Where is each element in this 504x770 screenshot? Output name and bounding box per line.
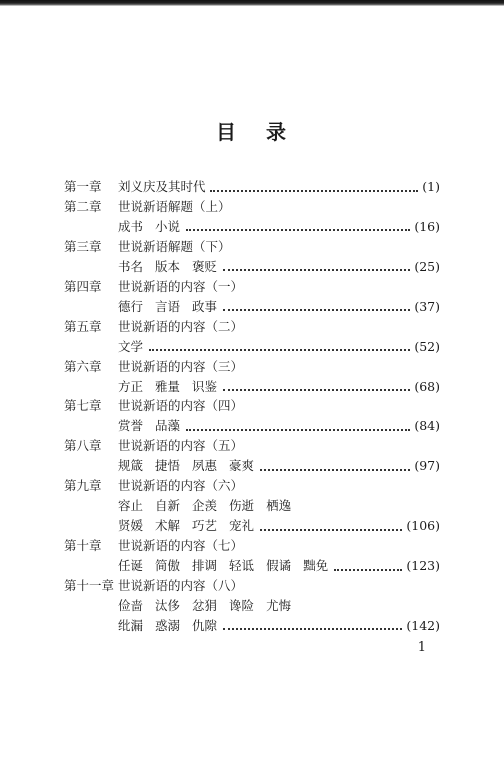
- page-reference: (1): [422, 179, 440, 194]
- section-entry: 小说: [155, 218, 181, 234]
- section-line: [118, 378, 440, 396]
- section-entry: 任诞: [118, 558, 144, 574]
- page-title: [0, 116, 504, 145]
- chapter-title: 世说新语的内容（一）: [118, 278, 244, 294]
- section-entry: 褒贬: [192, 258, 218, 274]
- dot-leader: [210, 189, 419, 192]
- chapter-number: 第七章: [64, 398, 102, 414]
- chapter-number: 第八章: [64, 438, 102, 454]
- section-entry: 豪爽: [229, 458, 255, 474]
- section-entry: 规箴: [118, 458, 144, 474]
- section-entry: 排调: [192, 558, 218, 574]
- section-entry: 栖逸: [266, 498, 292, 514]
- toc-chapter-row[interactable]: [0, 198, 504, 216]
- page-reference: (68): [414, 378, 440, 394]
- section-entry: 品藻: [155, 418, 181, 434]
- dot-leader: [149, 348, 410, 351]
- dot-leader: [334, 568, 402, 571]
- section-line: [118, 497, 440, 515]
- section-line: [118, 617, 440, 635]
- section-entries: [118, 497, 293, 515]
- chapter-title: 世说新语解题（上）: [118, 198, 231, 214]
- section-line: [118, 557, 440, 575]
- section-entries: [118, 617, 219, 635]
- toc-section-row[interactable]: [0, 417, 504, 435]
- section-entry: 政事: [192, 298, 218, 314]
- page-reference: (97): [414, 458, 440, 474]
- toc-section-row[interactable]: [0, 557, 504, 575]
- chapter-title-line: [118, 178, 440, 196]
- dot-leader: [186, 228, 410, 231]
- toc-chapter-row[interactable]: [0, 318, 504, 336]
- toc-chapter-row[interactable]: [0, 577, 504, 595]
- chapter-title: 世说新语解题（下）: [118, 238, 231, 254]
- toc-section-row[interactable]: [0, 258, 504, 276]
- toc-chapter-row[interactable]: [0, 437, 504, 455]
- page-reference: (52): [414, 338, 440, 354]
- section-entries: [118, 298, 219, 316]
- page-reference: (25): [414, 258, 440, 274]
- toc-chapter-row[interactable]: [0, 278, 504, 296]
- section-line: [118, 417, 440, 435]
- toc-section-row[interactable]: [0, 457, 504, 475]
- chapter-number: 第六章: [64, 358, 102, 374]
- toc-section-row[interactable]: [0, 338, 504, 356]
- section-entry: 文学: [118, 338, 144, 354]
- dot-leader: [260, 468, 410, 471]
- page-reference: (37): [414, 298, 440, 314]
- section-entry: 企羡: [192, 498, 218, 514]
- toc-chapter-row[interactable]: [0, 178, 504, 196]
- section-line: [118, 597, 440, 615]
- chapter-number: 第一章: [64, 179, 102, 194]
- section-entries: [118, 378, 219, 396]
- section-entries: [118, 597, 293, 615]
- page-reference: (106): [406, 518, 440, 534]
- title-char-1: 目: [216, 120, 238, 144]
- section-entry: 识鉴: [192, 378, 218, 394]
- section-entry: 雅量: [155, 378, 181, 394]
- chapter-number: 第五章: [64, 318, 102, 334]
- chapter-number: 第二章: [64, 198, 102, 214]
- chapter-number: 第四章: [64, 278, 102, 294]
- section-entry: 宠礼: [229, 518, 255, 534]
- section-entries: [118, 557, 330, 575]
- section-entry: 仇隙: [192, 617, 218, 633]
- section-entry: 方正: [118, 378, 144, 394]
- page-reference: (142): [406, 617, 440, 633]
- section-entry: 俭啬: [118, 597, 144, 613]
- section-entry: 惑溺: [155, 617, 181, 633]
- toc-section-row[interactable]: [0, 517, 504, 535]
- page-reference: (84): [414, 418, 440, 434]
- section-entry: 纰漏: [118, 617, 144, 633]
- chapter-title: 世说新语的内容（五）: [118, 438, 244, 454]
- section-entries: [118, 517, 256, 535]
- toc-chapter-row[interactable]: [0, 537, 504, 555]
- section-entry: 捷悟: [155, 458, 181, 474]
- section-entry: 赏誉: [118, 418, 144, 434]
- chapter-number: 第十一章: [64, 578, 115, 593]
- toc-chapter-row[interactable]: [0, 358, 504, 376]
- dot-leader: [186, 428, 410, 431]
- chapter-title: 刘义庆及其时代: [118, 179, 206, 194]
- title-char-2: 录: [266, 120, 288, 144]
- top-border-rule: [0, 0, 504, 6]
- section-entry: 德行: [118, 298, 144, 314]
- toc-chapter-row[interactable]: [0, 477, 504, 495]
- section-entries: [118, 338, 145, 356]
- page-reference: (123): [406, 558, 440, 574]
- chapter-number: 第九章: [64, 478, 102, 494]
- dot-leader: [223, 388, 410, 391]
- section-entries: [118, 258, 219, 276]
- dot-leader: [223, 268, 410, 271]
- toc-section-row[interactable]: [0, 298, 504, 316]
- section-line: [118, 258, 440, 276]
- dot-leader: [260, 528, 402, 531]
- page-number: 1: [417, 640, 426, 655]
- section-entry: 谗险: [229, 597, 255, 613]
- section-entry: 言语: [155, 298, 181, 314]
- section-entry: 容止: [118, 498, 144, 514]
- section-entry: 成书: [118, 218, 144, 234]
- toc-section-row[interactable]: [0, 218, 504, 236]
- toc-chapter-row[interactable]: [0, 238, 504, 256]
- section-line: [118, 457, 440, 475]
- toc-section-row[interactable]: [0, 378, 504, 396]
- chapter-title: 世说新语的内容（二）: [118, 318, 244, 334]
- section-entry: 轻诋: [229, 558, 255, 574]
- chapter-title: 世说新语的内容（七）: [118, 538, 244, 554]
- dot-leader: [223, 627, 402, 630]
- chapter-title: 世说新语的内容（四）: [118, 398, 244, 414]
- section-line: [118, 218, 440, 236]
- section-entry: 自新: [155, 498, 181, 514]
- chapter-title: 世说新语的内容（六）: [118, 478, 244, 494]
- section-line: [118, 298, 440, 316]
- section-entry: 忿狷: [192, 597, 218, 613]
- section-entries: [118, 417, 182, 435]
- section-entries: [118, 218, 182, 236]
- chapter-title: 世说新语的内容（八）: [118, 578, 244, 593]
- page-reference: (16): [414, 218, 440, 234]
- chapter-number: 第十章: [64, 538, 102, 554]
- chapter-number: 第三章: [64, 238, 102, 254]
- section-entries: [118, 457, 256, 475]
- dot-leader: [223, 308, 410, 311]
- section-entry: 尤悔: [266, 597, 292, 613]
- section-line: [118, 338, 440, 356]
- section-entry: 黜免: [303, 558, 329, 574]
- chapter-title: 世说新语的内容（三）: [118, 358, 244, 374]
- toc-section-row[interactable]: [0, 597, 504, 615]
- section-entry: 汰侈: [155, 597, 181, 613]
- toc-section-row[interactable]: [0, 497, 504, 515]
- section-entry: 夙惠: [192, 458, 218, 474]
- section-entry: 假谲: [266, 558, 292, 574]
- section-entry: 版本: [155, 258, 181, 274]
- section-entry: 贤媛: [118, 518, 144, 534]
- section-entry: 书名: [118, 258, 144, 274]
- section-entry: 术解: [155, 518, 181, 534]
- section-entry: 伤逝: [229, 498, 255, 514]
- section-entry: 巧艺: [192, 518, 218, 534]
- section-entry: 简傲: [155, 558, 181, 574]
- toc-chapter-row[interactable]: [0, 397, 504, 415]
- section-line: [118, 517, 440, 535]
- toc-section-row[interactable]: [0, 617, 504, 635]
